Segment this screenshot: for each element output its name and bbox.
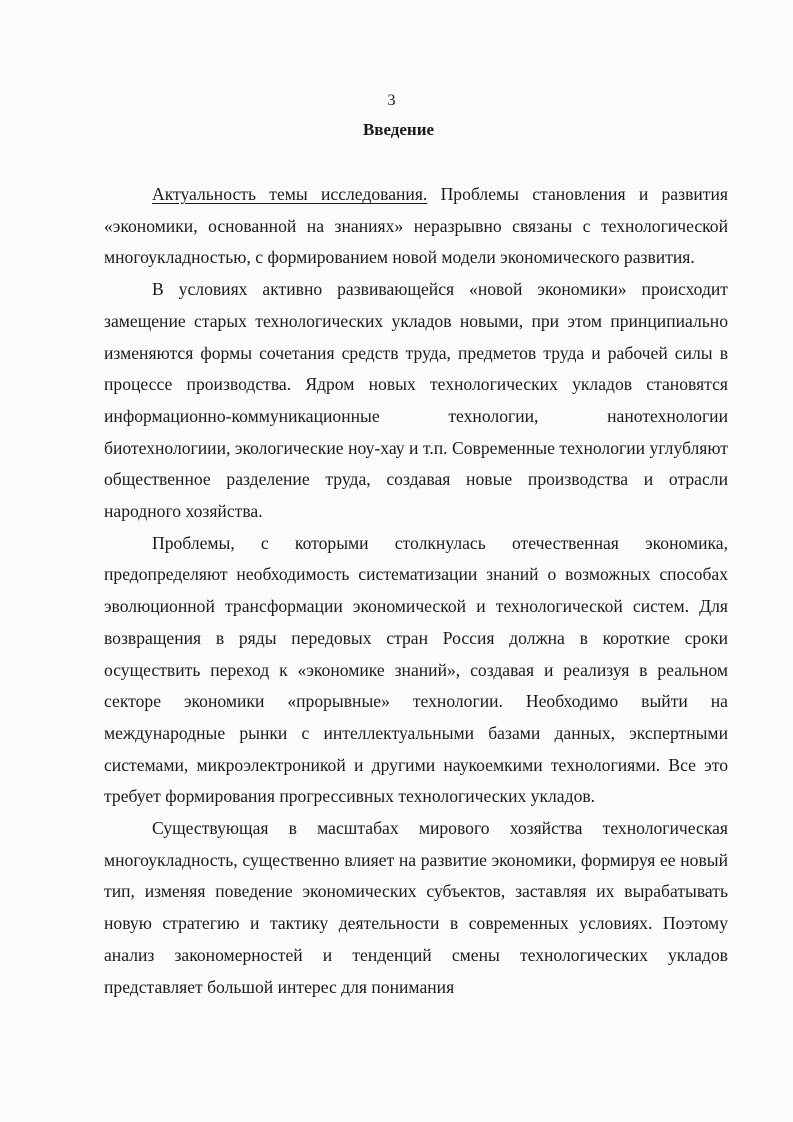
paragraph: Проблемы, с которыми столкнулась отечественная экономика, предопределяют необходимость систематизации знаний о возможных способах эволюционной трансформации экономической и технологической систем. Для возвращения в ряды передовых стран Россия должна в короткие сроки осуществить переход к «экономике знаний», создавая и реализуя в реальном секторе экономики «прорывные» технологии. Необходимо выйти на международные рынки с интеллектуальными базами данных, экспертными системами, микроэлектроникой и другими наукоемкими технологиями. Все это требует формирования прогрессивных технологических укладов. — [104, 532, 728, 807]
topic-relevance-lead: Актуальность темы исследования. — [152, 184, 428, 204]
page-number: 3 — [387, 92, 396, 109]
paragraph: В условиях активно развивающейся «новой экономики» происходит замещение старых технологических укладов новыми, при этом принципиально изменяются формы сочетания средств труда, предметов труда и рабочей силы в процессе производства. Ядром новых технологических укладов становятся информационно-коммуникационные технологии, нанотехнологии биотехнологиии, экологические ноу-хау и т.п. Современные технологии углубляют общественное разделение труда, создавая новые производства и отрасли народного хозяйства. — [104, 279, 728, 522]
paragraph: Существующая в масштабах мирового хозяйства технологическая многоукладность, существенно влияет на развитие экономики, формируя ее новый тип, изменяя поведение экономических субъектов, заставляя их вырабатывать новую стратегию и тактику деятельности в современных условиях. Поэтому анализ закономерностей и тенденций смены технологических укладов представляет большой интерес для понимания — [104, 818, 728, 997]
body-text — [104, 179, 728, 1003]
section-heading: Введение — [362, 120, 435, 139]
paragraph — [104, 179, 728, 274]
paragraph-text: Проблемы становления и развития «экономики, основанной на знаниях» неразрывно связаны с технологической многоукладностью, с формированием новой модели экономического развития. — [104, 184, 728, 268]
